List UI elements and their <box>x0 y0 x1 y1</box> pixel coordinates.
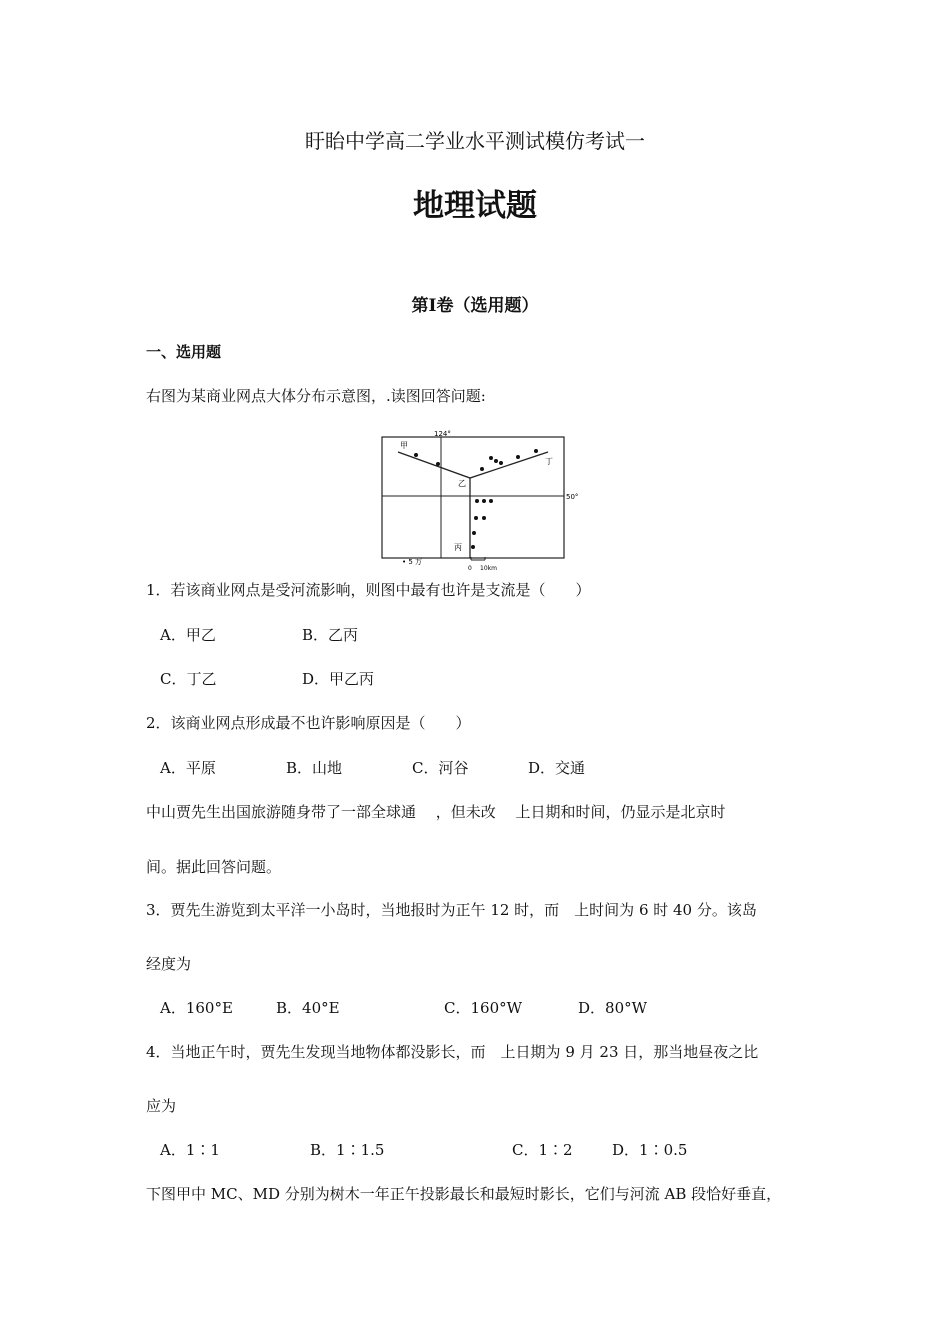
figure-intro: 右图为某商业网点大体分布示意图，.读图回答问题: <box>146 387 486 405</box>
q2-option-b: B．山地 <box>286 759 343 777</box>
scale-zero: 0 <box>468 565 472 572</box>
question-4-stem-line-1: 4．当地正午时，贾先生发现当地物体都没影长，而 上日期为 9 月 23 日，那当地昼夜之比 <box>146 1043 759 1061</box>
exam-subtitle: 盱眙中学高二学业水平测试模仿考试一 <box>305 129 645 153</box>
question-1-stem: 1．若该商业网点是受河流影响，则图中最有也许是支流是（ ） <box>146 581 591 599</box>
label-bing: 丙 <box>454 543 462 552</box>
passage-intro-line-2: 间。据此回答问题。 <box>146 858 282 876</box>
label-jia: 甲 <box>400 441 408 450</box>
passage-intro-line-1: 中山贾先生出国旅游随身带了一部全球通 ，但未改 上日期和时间，仍显示是北京时 <box>146 803 726 821</box>
lon-label: 124° <box>434 430 451 438</box>
q3-option-d: D．80°W <box>578 999 648 1017</box>
section-heading: 一、选用题 <box>146 343 222 361</box>
q4-option-a: A．1∶1 <box>160 1141 220 1159</box>
q2-option-d: D．交通 <box>528 759 586 777</box>
label-yi: 乙 <box>458 479 466 488</box>
label-ding: 丁 <box>545 457 553 466</box>
q3-option-a: A．160°E <box>160 999 233 1017</box>
question-4-stem-line-2: 应为 <box>146 1097 177 1115</box>
q1-option-a: A．甲乙 <box>160 626 216 644</box>
question-3-stem-line-1: 3．贾先生游览到太平洋一小岛时，当地报时为正午 12 时，而 上时间为 6 时 40 分。该岛 <box>146 901 757 919</box>
q3-option-c: C．160°W <box>444 999 523 1017</box>
commercial-network-map <box>378 428 578 576</box>
q4-option-c: C．1∶2 <box>512 1141 573 1159</box>
q2-option-c: C．河谷 <box>412 759 469 777</box>
q4-option-d: D．1∶0.5 <box>612 1141 688 1159</box>
question-3-stem-line-2: 经度为 <box>146 955 192 973</box>
question-2-stem: 2．该商业网点形成最不也许影响原因是（ ） <box>146 714 471 732</box>
river-jia-ding <box>398 452 548 478</box>
lat-label: 50° <box>566 493 578 501</box>
q2-option-a: A．平原 <box>160 759 216 777</box>
q1-option-b: B．乙丙 <box>302 626 359 644</box>
q4-option-b: B．1∶1.5 <box>310 1141 385 1159</box>
scale-km: 10km <box>480 565 497 572</box>
part-heading: 第Ⅰ卷（选用题） <box>411 296 539 316</box>
passage-intro-next: 下图甲中 MC、MD 分别为树木一年正午投影最长和最短时影长，它们与河流 AB 段恰好垂直， <box>146 1185 782 1203</box>
q3-option-b: B．40°E <box>276 999 340 1017</box>
q1-option-d: D．甲乙丙 <box>302 670 375 688</box>
map-legend: • 5 万 <box>402 558 423 566</box>
q1-option-c: C．丁乙 <box>160 670 217 688</box>
exam-title: 地理试题 <box>413 188 537 224</box>
